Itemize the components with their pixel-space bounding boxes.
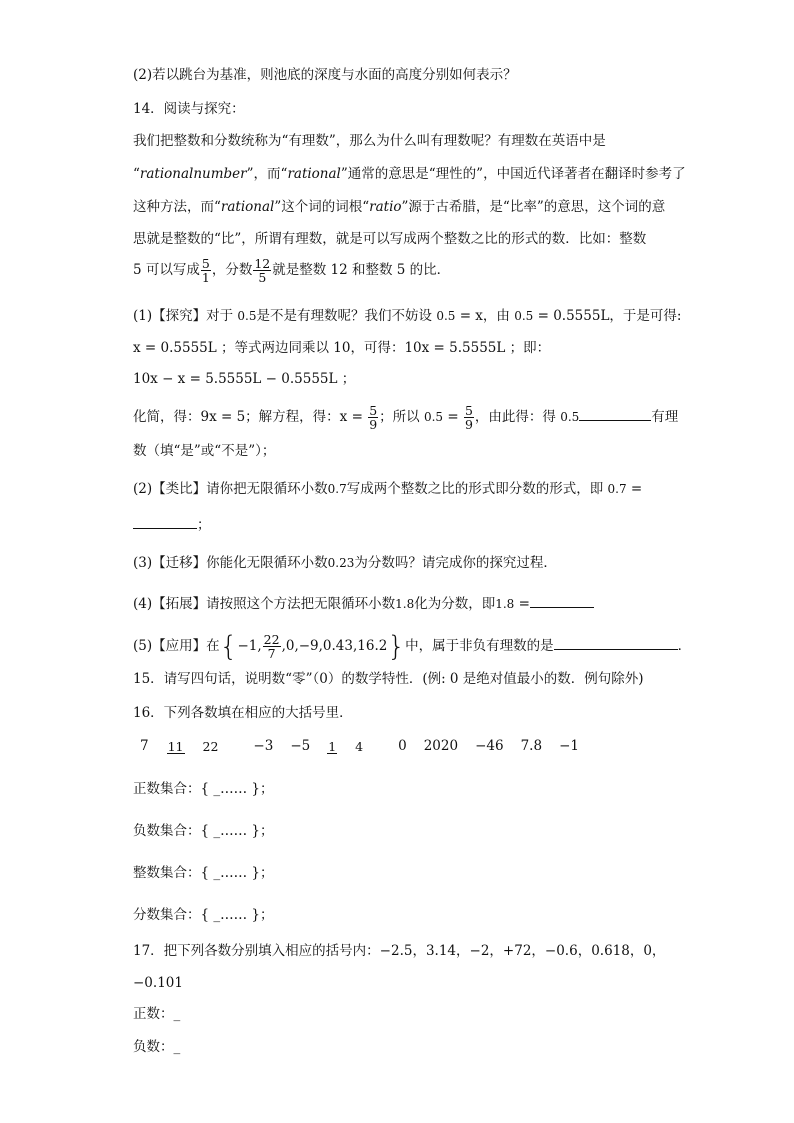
- answer-blank[interactable]: [530, 593, 594, 608]
- repeating-decimal: 0.5: [560, 410, 580, 424]
- number-item: −1: [559, 738, 579, 754]
- q14-para-line5: 5 可以写成 $\frac{5}{1}$ ，分数 $\frac{12}{5}$ 就是整数 12 和整数 5 的比．: [133, 256, 451, 285]
- right-brace: }: [387, 629, 406, 663]
- repeating-decimal: 0.5: [514, 309, 534, 323]
- q16-text: 16．下列各数填在相应的大括号里．: [133, 705, 353, 721]
- q14-para-line3: 这种方法，而“rational”这个词的词根“ratio”源于古希腊，是“比率”的意思，这个词的意: [133, 199, 666, 215]
- number-item: −3: [253, 738, 274, 754]
- q14-para-line1: 我们把整数和分数统称为“有理数”，那么为什么叫有理数呢？有理数在英语中是: [133, 133, 606, 149]
- q14-transfer-line: (3)【迁移】你能化无限循环小数0.23为分数吗？请完成你的探究过程．: [133, 555, 557, 571]
- fraction-5-9: $\frac{5}{9}$: [464, 403, 473, 432]
- q15-text: 15．请写四句话，说明数“零”（0）的数学特性．(例: 0 是绝对值最小的数．例句除外): [133, 671, 644, 687]
- answer-blank[interactable]: [554, 635, 678, 650]
- q16-fraction-set: 分数集合：{ _…… }；: [133, 907, 274, 923]
- q16-negative-set: 负数集合：{ _…… }；: [133, 823, 274, 839]
- number-item: 0: [398, 738, 407, 754]
- number-item: 2020: [423, 738, 459, 754]
- number-item: −46: [475, 738, 504, 754]
- number-item: 7.8: [520, 738, 543, 754]
- q14-analogy-line1: (2)【类比】请你把无限循环小数0.7写成两个整数之比的形式即分数的形式，即 0.7 =: [133, 481, 643, 497]
- repeating-decimal: 0.5: [436, 309, 456, 323]
- repeating-decimal: 1.8: [395, 597, 415, 611]
- q14-explore-line1: (1)【探究】对于 0.5是不是有理数呢？我们不妨设 0.5 = x，由 0.5 = 0.5555L，于是可得:: [133, 308, 682, 324]
- number-item: 7: [140, 738, 149, 754]
- q17-text: 17．把下列各数分别填入相应的括号内：−2.5，3.14，−2，+72，−0.6，0.618，0，: [133, 943, 666, 959]
- left-brace: {: [219, 629, 238, 663]
- repeating-decimal: 0.5: [423, 410, 444, 424]
- answer-blank[interactable]: [579, 406, 651, 421]
- fraction-5-1: $\frac{5}{1}$: [201, 256, 210, 285]
- q17-positive: 正数：_: [133, 1006, 181, 1022]
- repeating-decimal: 1.8: [495, 597, 515, 611]
- q14-explore-line5: 数（填“是”或“不是”）；: [133, 443, 276, 459]
- mixed-number: −5 1 4: [290, 738, 364, 754]
- q14-explore-line4: 化简，得：9x = 5；解方程，得：x = $\frac{5}{9}$ ；所以 0.5 = $\frac{5}{9}$ ，由此得：得 0.5 有理: [133, 403, 679, 432]
- fraction-5-9: $\frac{5}{9}$: [369, 403, 378, 432]
- q16-number-list: [140, 736, 596, 756]
- q17-negative: 负数：_: [133, 1039, 181, 1055]
- q14-title: 14．阅读与探究：: [133, 101, 245, 117]
- q16-integer-set: 整数集合：{ _…… }；: [133, 865, 274, 881]
- repeating-decimal: 0.5: [237, 309, 257, 323]
- q16-positive-set: 正数集合：{ _…… }；: [133, 781, 274, 797]
- fraction-12-5: $\frac{12}{5}$: [254, 256, 271, 285]
- q14-apply-line: (5)【应用】在{−1, $\frac{22}{7}$ ,0,−9,0.43,16.2}中，属于非负有理数的是 ．: [133, 629, 692, 663]
- repeating-decimal: 0.7: [327, 482, 347, 496]
- fraction-11-22: 11 22: [167, 738, 219, 754]
- q17-text-cont: −0.101: [133, 975, 183, 991]
- answer-blank[interactable]: [133, 514, 197, 529]
- q14-extend-line: (4)【拓展】请按照这个方法把无限循环小数1.8化为分数，即1.8 =: [133, 593, 594, 614]
- fraction-22-7: $\frac{22}{7}$: [263, 632, 280, 661]
- repeating-decimal: 0.7: [607, 482, 627, 496]
- q14-explore-line3: 10x − x = 5.5555L − 0.5555L ；: [133, 371, 356, 387]
- q14-para-line2: “rationalnumber”，而“rational”通常的意思是“理性的”，中国近代译著者在翻译时参考了: [133, 166, 686, 182]
- q14-explore-line2: x = 0.5555L ；等式两边同乘以 10，可得：10x = 5.5555L ；即：: [133, 340, 551, 356]
- repeating-decimal: 0.23: [327, 556, 355, 570]
- q14-analogy-line2: ；: [133, 514, 211, 535]
- q13-part2: (2)若以跳台为基准，则池底的深度与水面的高度分别如何表示？: [133, 67, 517, 83]
- q14-para-line4: 思就是整数的“比”，所谓有理数，就是可以写成两个整数之比的形式的数．比如：整数: [133, 231, 647, 247]
